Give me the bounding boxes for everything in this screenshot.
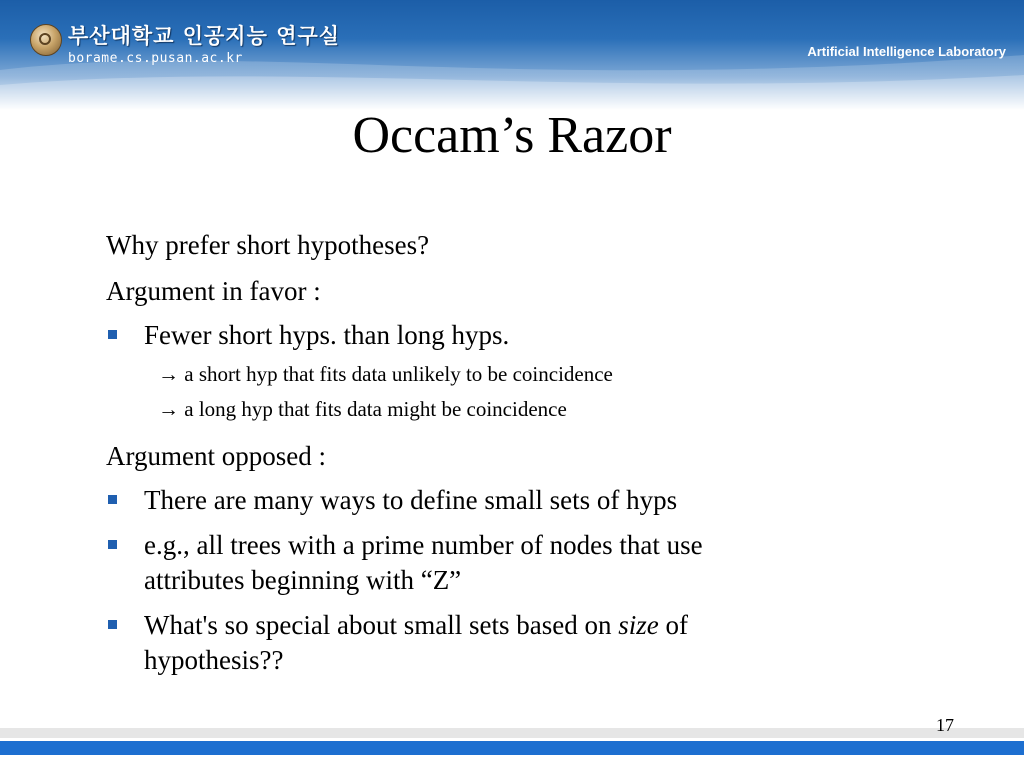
bullet-text-pre: What's so special about small sets based on [144,610,619,640]
favor-subpoints [106,357,886,427]
subpoint-short-hyp: → a short hyp that fits data unlikely to be coincidence [158,362,613,386]
opposed-bullet-3 [106,608,886,678]
bullet-square-icon [108,620,117,629]
slide-title: Occam’s Razor [352,107,672,164]
argument-favor-heading: Argument in favor : [106,276,321,306]
university-url: borame.cs.pusan.ac.kr [68,51,243,66]
university-emblem-icon [30,24,62,56]
bullet-text-emphasis: size [618,610,659,640]
slide-body [106,226,886,688]
bullet-text-line-2: hypothesis?? [144,645,284,675]
bullet-text-post: of [658,610,689,640]
bullet-text: There are many ways to define small sets of hyps [144,485,678,515]
opposed-bullet-2 [106,528,886,598]
subpoint-long-hyp: → a long hyp that fits data might be coincidence [158,397,567,421]
lab-name: Artificial Intelligence Laboratory [807,44,1006,59]
page-number: 17 [936,715,954,735]
bullet-text: Fewer short hyps. than long hyps. [144,320,510,350]
footer-gray-bar [0,728,1024,738]
university-name: 부산대학교 인공지능 연구실 [68,24,341,48]
bullet-text-line-1: e.g., all trees with a prime number of nodes that use [144,530,703,560]
footer-blue-bar [0,741,1024,755]
argument-opposed-heading: Argument opposed : [106,441,326,471]
bullet-text-line-2: attributes beginning with “Z” [144,565,462,595]
bullet-square-icon [108,540,117,549]
bullet-square-icon [108,495,117,504]
slide-header [0,0,1024,110]
favor-bullet [106,318,886,353]
bullet-square-icon [108,330,117,339]
opposed-bullet-1 [106,483,886,518]
question-line: Why prefer short hypotheses? [106,230,430,260]
